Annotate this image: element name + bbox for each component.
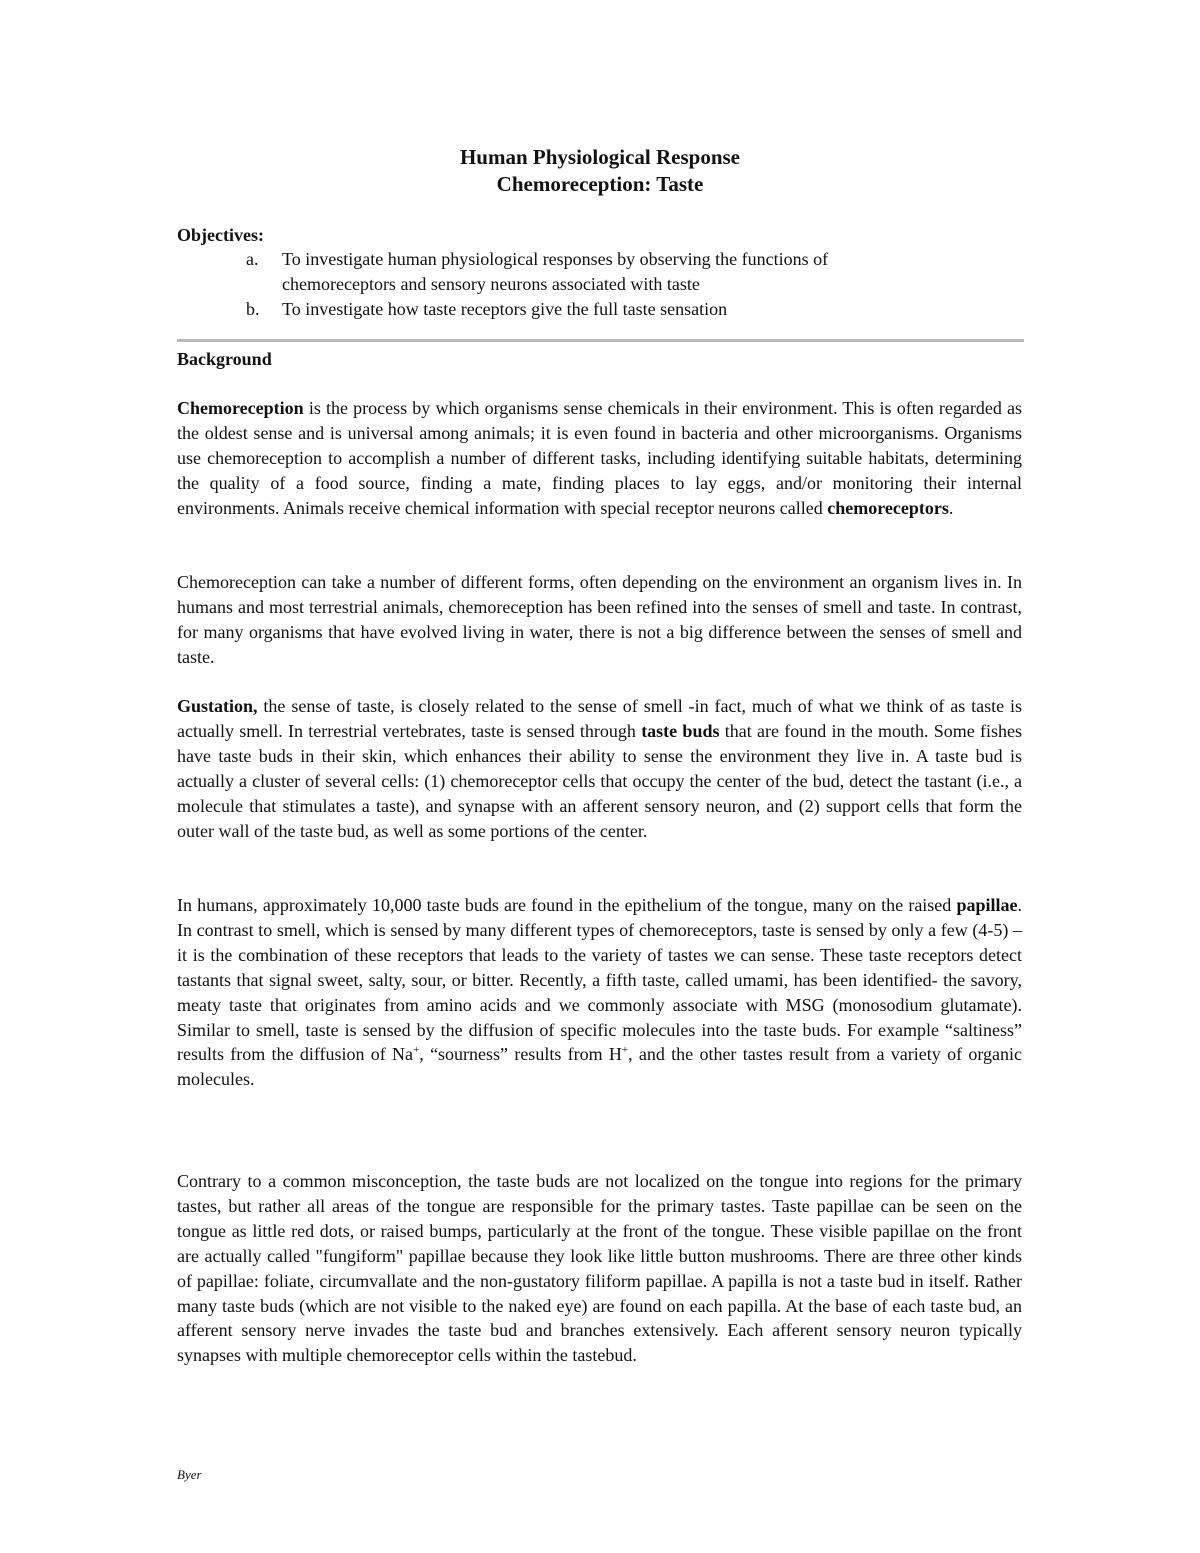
objectives-heading: Objectives: [177,225,264,245]
objective-item [177,297,937,322]
background-heading: Background [177,349,272,369]
objective-text: To investigate human physiological responses by observing the functions of chemoreceptors and sensory neurons associated with taste [282,249,829,294]
bold-term: Chemoreception [177,398,304,418]
superscript: + [413,1044,420,1057]
paragraph-humans-taste-buds [177,893,1022,1092]
paragraph-text: Chemoreception can take a number of different forms, often depending on the environment an organism lives in. In humans and most terrestrial animals, chemoreception has been refined into the senses of smell and taste. In contrast, for many organisms that have evolved living in water, there is not a big difference between the senses of smell and taste. [177,572,1022,667]
paragraph-gustation [177,694,1022,843]
paragraph-forms [177,570,1022,670]
objective-marker: a. [246,249,259,269]
horizontal-divider [177,339,1024,342]
objectives-list [177,247,937,322]
bold-term: papillae [956,895,1018,915]
footer-author: Byer [177,1467,202,1482]
objective-item [177,247,937,297]
paragraph-text: . [948,497,954,518]
bold-term: chemoreceptors [827,497,949,518]
paragraph-text: , and the other tastes result from a variety of organic molecules. [177,1044,1022,1090]
paragraph-chemoreception [177,396,1022,521]
paragraph-text: , “sourness” results from H [419,1044,622,1065]
objective-text: To investigate how taste receptors give the full taste sensation [282,299,728,319]
paragraph-text: . In contrast to smell, which is sensed by many different types of chemoreceptors, taste is sensed by only a few (4-5) – it is the combination of these receptors that leads to the variety of tastes we can sense. These taste receptors detect tastants that signal sweet, salty, sour, or bitter. Recently, a fifth taste, called umami, has been identified- the savory, meaty taste that originates from amino acids and we commonly associate with MSG (monosodium glutamate). Similar to smell, taste is sensed by the diffusion of specific molecules into the taste buds. For example “saltiness” results from the diffusion of Na [177,895,1022,1065]
bold-term: taste buds [641,720,720,741]
paragraph-misconception [177,1169,1022,1368]
superscript: + [621,1044,629,1057]
paragraph-text: is the process by which organisms sense chemicals in their environment. This is often regarded as the oldest sense and is universal among animals; it is even found in bacteria and other microorganisms. Organisms use chemoreception to accomplish a number of different tasks, including identifying suitable habitats, determining the quality of a food source, finding a mate, finding places to lay eggs, and/or monitoring their internal environments. Animals receive chemical information with special receptor neurons called [177,398,1022,518]
paragraph-text: that are found in the mouth. Some fishes have taste buds in their skin, which enhances their ability to sense the environment they live in. A taste bud is actually a cluster of several cells: (1) chemoreceptor cells that occupy the center of the bud, detect the tastant (i.e., a molecule that stimulates a taste), and synapse with an afferent sensory neuron, and (2) support cells that form the outer wall of the taste bud, as well as some portions of the center. [177,720,1022,841]
objective-marker: b. [246,299,260,319]
document-title: Human Physiological Response [459,145,741,169]
paragraph-text: Contrary to a common misconception, the taste buds are not localized on the tongue into regions for the primary tastes, but rather all areas of the tongue are responsible for the primary tastes. Taste papillae can be seen on the tongue as little red dots, or raised bumps, particularly at the front of the tongue. These visible papillae on the front are actually called "fungiform" papillae because they look like little button mushrooms. There are three other kinds of papillae: foliate, circumvallate and the non-gustatory filiform papillae. A papilla is not a taste bud in itself. Rather many taste buds (which are not visible to the naked eye) are found on each papilla. At the base of each taste bud, an afferent sensory nerve invades the taste bud and branches extensively. Each afferent sensory neuron typically synapses with multiple chemoreceptor cells within the tastebud. [177,1171,1022,1366]
bold-term: Gustation, [177,696,258,716]
paragraph-text: In humans, approximately 10,000 taste buds are found in the epithelium of the tongue, many on the raised [177,895,957,915]
paragraph-text: the sense of taste, is closely related to the sense of smell -in fact, much of what we think of as taste is actually smell. In terrestrial vertebrates, taste is sensed through [177,696,1022,741]
document-subtitle: Chemoreception: Taste [496,172,704,196]
